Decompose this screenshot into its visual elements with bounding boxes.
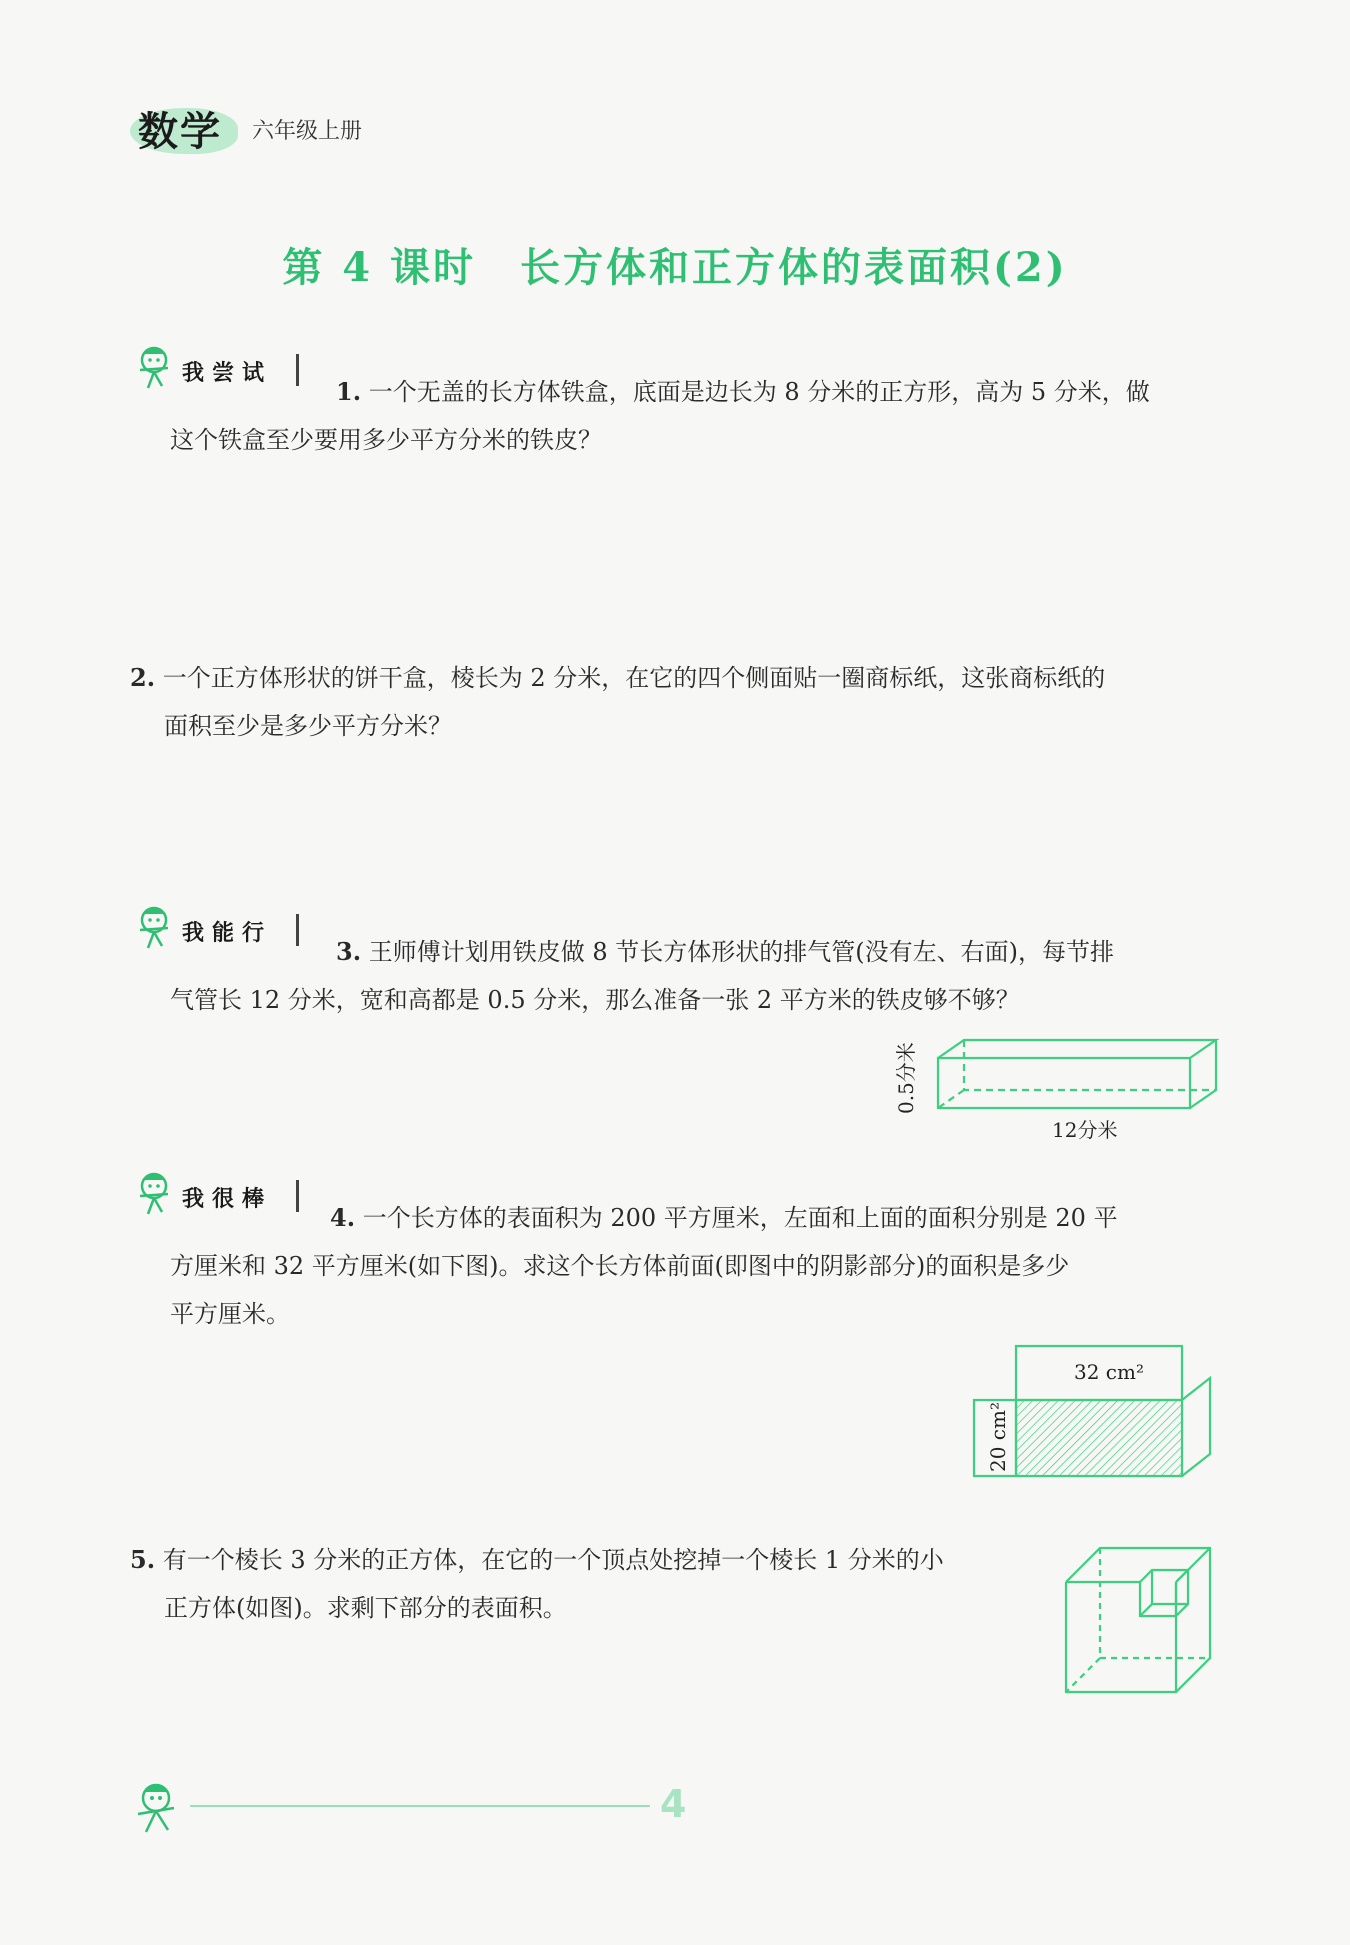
cartoon-kid-icon (128, 342, 184, 402)
grade-label: 六年级上册 (252, 119, 363, 144)
question-text: 一个正方体形状的饼干盒，棱长为 2 分米，在它的四个侧面贴一圈商标纸，这张商标纸的 (162, 664, 1106, 692)
lesson-number: 第 4 课时 (282, 244, 476, 291)
page-number: 4 (660, 1782, 687, 1826)
question-4 (330, 1194, 1118, 1242)
question-5-continued (164, 1584, 567, 1632)
question-text: 这个铁盒至少要用多少平方分米的铁皮？ (170, 426, 602, 454)
question-2-continued (164, 702, 452, 750)
pipe-figure (930, 1036, 1220, 1116)
question-text: 平方厘米。 (170, 1300, 290, 1328)
question-1-continued (170, 416, 602, 464)
footer-kid-icon (128, 1778, 188, 1842)
question-text: 王师傅计划用铁皮做 8 节长方体形状的排气管(没有左、右面)，每节排 (368, 938, 1114, 966)
question-text: 方厘米和 32 平方厘米(如下图)。求这个长方体前面(即图中的阴影部分)的面积是多少 (170, 1252, 1070, 1280)
question-text: 有一个棱长 3 分米的正方体，在它的一个顶点处挖掉一个棱长 1 分米的小 (162, 1546, 944, 1574)
question-text: 一个无盖的长方体铁盒，底面是边长为 8 分米的正方形，高为 5 分米，做 (368, 378, 1150, 406)
box-top-label: 32 cm² (1074, 1360, 1144, 1384)
section-label: 我尝试 (182, 361, 273, 386)
question-number: 5. (130, 1545, 156, 1574)
question-text: 面积至少是多少平方分米？ (164, 712, 452, 740)
question-3 (336, 928, 1114, 976)
question-number: 4. (330, 1203, 356, 1232)
question-number: 3. (336, 937, 362, 966)
pipe-drawing (930, 1036, 1220, 1116)
divider (296, 354, 299, 386)
question-text: 一个长方体的表面积为 200 平方厘米，左面和上面的面积分别是 20 平 (362, 1204, 1118, 1232)
question-2 (130, 654, 1105, 702)
question-5 (130, 1536, 944, 1584)
question-number: 2. (130, 663, 156, 692)
section-label: 我很棒 (182, 1187, 273, 1212)
cartoon-kid-icon (128, 1168, 184, 1228)
section-label: 我能行 (182, 921, 273, 946)
question-4-continued (170, 1242, 1069, 1338)
cube-figure (1060, 1540, 1220, 1700)
question-number: 1. (336, 377, 362, 406)
lesson-title (0, 236, 1350, 293)
pipe-height-label: 0.5分米 (894, 1042, 918, 1114)
question-1 (336, 368, 1150, 416)
footer-rule (190, 1805, 650, 1807)
pipe-length-label: 12分米 (1052, 1118, 1118, 1142)
question-3-continued (170, 976, 1020, 1024)
subject-label: 数学 (138, 109, 222, 155)
divider (296, 914, 299, 946)
cube-drawing (1060, 1540, 1220, 1700)
question-text: 气管长 12 分米，宽和高都是 0.5 分米，那么准备一张 2 平方米的铁皮够不够？ (170, 986, 1020, 1014)
box-left-label: 20 cm² (986, 1402, 1010, 1472)
divider (296, 1180, 299, 1212)
cartoon-kid-icon (128, 902, 184, 962)
question-text: 正方体(如图)。求剩下部分的表面积。 (164, 1594, 567, 1622)
lesson-topic: 长方体和正方体的表面积(2) (520, 244, 1068, 291)
